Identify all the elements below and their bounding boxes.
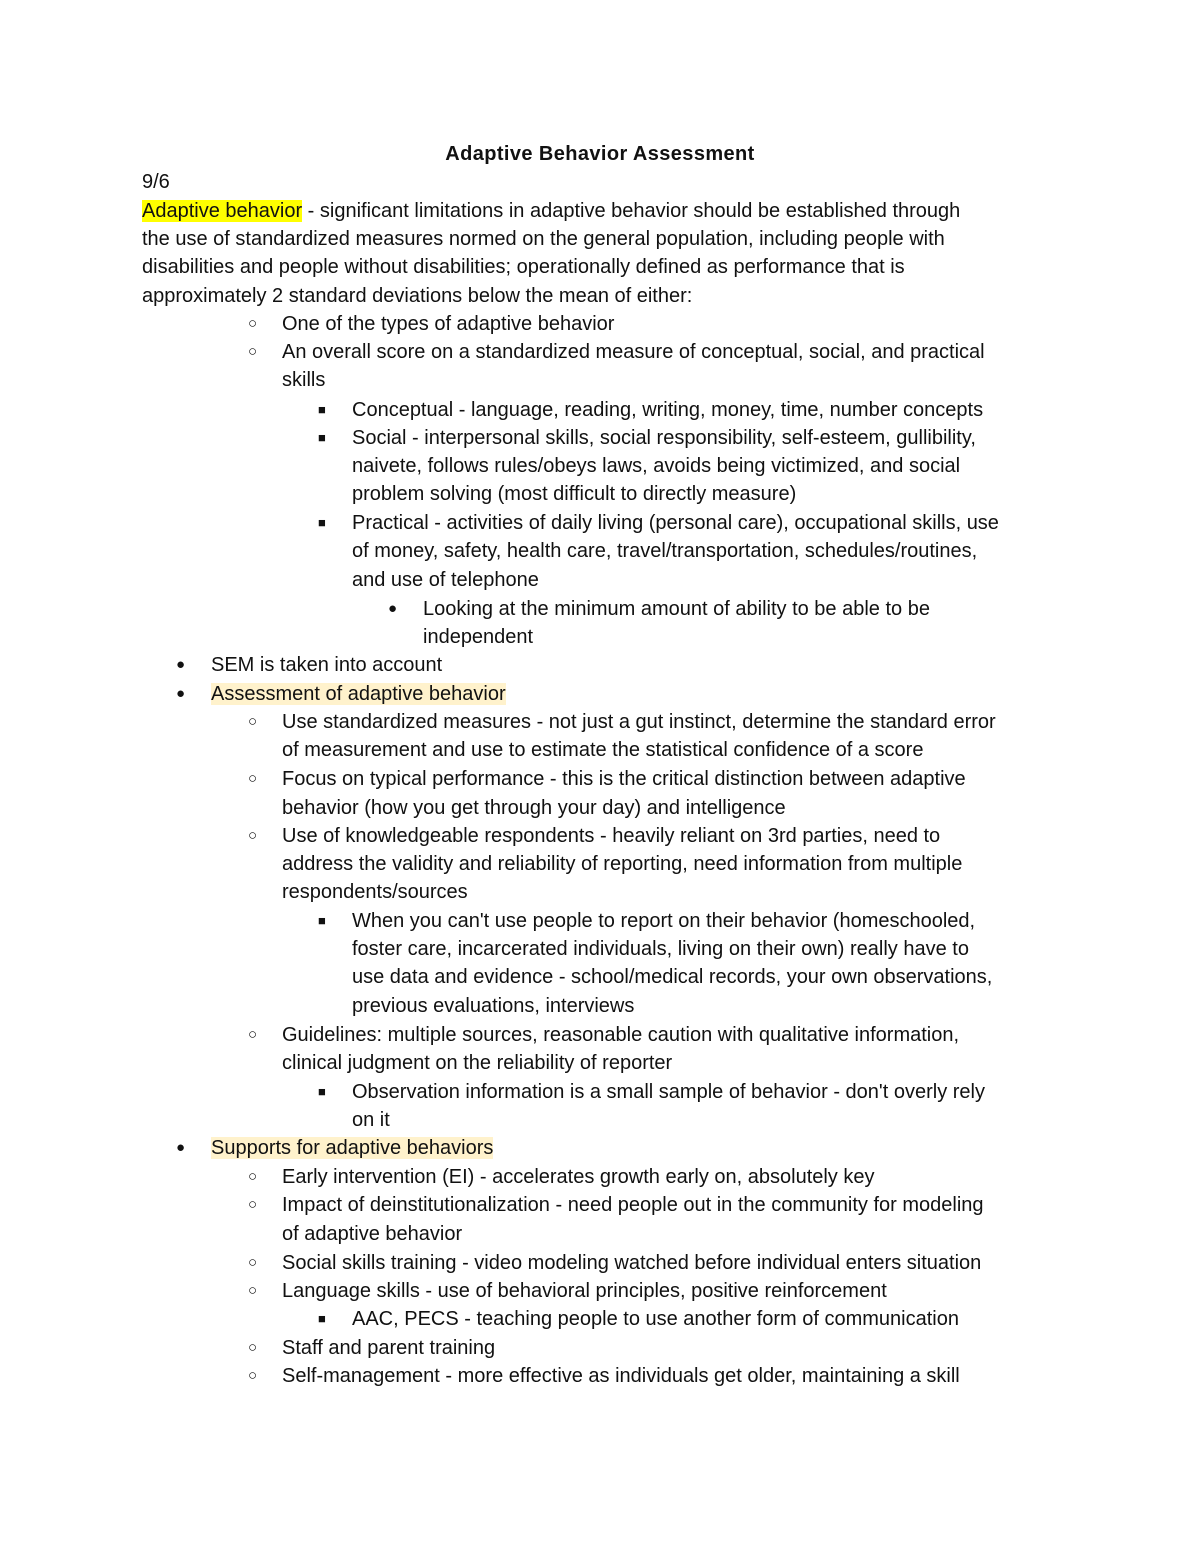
list-item: Social - interpersonal skills, social responsibility, self-esteem, gullibility, <box>352 427 976 449</box>
list-item: SEM is taken into account <box>211 654 443 676</box>
square-bullet-icon: ■ <box>318 913 326 928</box>
list-item-cont: of adaptive behavior <box>282 1223 463 1245</box>
list-item: An overall score on a standardized measure of conceptual, social, and practical <box>282 341 985 363</box>
list-item-cont: independent <box>423 626 534 648</box>
list-item: Conceptual - language, reading, writing, money, time, number concepts <box>352 399 984 421</box>
intro-line-2: the use of standardized measures normed on the general population, including people with <box>142 228 945 250</box>
section-heading-supports: Supports for adaptive behaviors <box>211 1137 494 1159</box>
filled-bullet-icon: ● <box>176 685 186 702</box>
filled-bullet-icon: ● <box>388 600 398 617</box>
list-item-cont: previous evaluations, interviews <box>352 995 635 1017</box>
hollow-bullet-icon: ○ <box>248 315 258 332</box>
list-item: Practical - activities of daily living (personal care), occupational skills, use <box>352 512 999 534</box>
list-item-cont: behavior (how you get through your day) and intelligence <box>282 797 786 819</box>
list-item: Early intervention (EI) - accelerates growth early on, absolutely key <box>282 1166 875 1188</box>
hollow-bullet-icon: ○ <box>248 770 258 787</box>
highlighted-term: Adaptive behavior <box>142 200 303 222</box>
intro-line-1: Adaptive behavior - significant limitations in adaptive behavior should be established through <box>142 200 961 222</box>
hollow-bullet-icon: ○ <box>248 1282 258 1299</box>
list-item-cont: problem solving (most difficult to directly measure) <box>352 483 797 505</box>
list-item-cont: respondents/sources <box>282 881 468 903</box>
intro-line-4: approximately 2 standard deviations below the mean of either: <box>142 285 693 307</box>
list-item-cont: address the validity and reliability of reporting, need information from multiple <box>282 853 963 875</box>
list-item-cont: skills <box>282 369 326 391</box>
square-bullet-icon: ■ <box>318 515 326 530</box>
list-item-cont: foster care, incarcerated individuals, living on their own) really have to <box>352 938 969 960</box>
hollow-bullet-icon: ○ <box>248 1168 258 1185</box>
list-item-cont: naivete, follows rules/obeys laws, avoids being victimized, and social <box>352 455 961 477</box>
list-item: Use of knowledgeable respondents - heavily reliant on 3rd parties, need to <box>282 825 941 847</box>
list-item-cont: of money, safety, health care, travel/transportation, schedules/routines, <box>352 540 978 562</box>
list-item: One of the types of adaptive behavior <box>282 313 615 335</box>
hollow-bullet-icon: ○ <box>248 1254 258 1271</box>
filled-bullet-icon: ● <box>176 1139 186 1156</box>
hollow-bullet-icon: ○ <box>248 1026 258 1043</box>
list-item: Use standardized measures - not just a gut instinct, determine the standard error <box>282 711 996 733</box>
hollow-bullet-icon: ○ <box>248 827 258 844</box>
hollow-bullet-icon: ○ <box>248 1339 258 1356</box>
hollow-bullet-icon: ○ <box>248 1196 258 1213</box>
date-line: 9/6 <box>142 171 170 193</box>
list-item: Observation information is a small sample of behavior - don't overly rely <box>352 1081 985 1103</box>
filled-bullet-icon: ● <box>176 656 186 673</box>
list-item: AAC, PECS - teaching people to use another form of communication <box>352 1308 959 1330</box>
list-item-cont: use data and evidence - school/medical records, your own observations, <box>352 966 993 988</box>
list-item: Impact of deinstitutionalization - need people out in the community for modeling <box>282 1194 984 1216</box>
hollow-bullet-icon: ○ <box>248 1367 258 1384</box>
square-bullet-icon: ■ <box>318 402 326 417</box>
hollow-bullet-icon: ○ <box>248 343 258 360</box>
list-item: Social skills training - video modeling watched before individual enters situation <box>282 1252 982 1274</box>
square-bullet-icon: ■ <box>318 1084 326 1099</box>
list-item: Focus on typical performance - this is the critical distinction between adaptive <box>282 768 966 790</box>
list-item: Language skills - use of behavioral principles, positive reinforcement <box>282 1280 887 1302</box>
list-item-cont: clinical judgment on the reliability of reporter <box>282 1052 673 1074</box>
list-item: Looking at the minimum amount of ability to be able to be <box>423 598 930 620</box>
list-item: Staff and parent training <box>282 1337 496 1359</box>
hollow-bullet-icon: ○ <box>248 713 258 730</box>
square-bullet-icon: ■ <box>318 1311 326 1326</box>
list-item-cont: and use of telephone <box>352 569 539 591</box>
list-item: Guidelines: multiple sources, reasonable caution with qualitative information, <box>282 1024 960 1046</box>
list-item-cont: on it <box>352 1109 390 1131</box>
list-item: Self-management - more effective as individuals get older, maintaining a skill <box>282 1365 960 1387</box>
list-item-cont: of measurement and use to estimate the statistical confidence of a score <box>282 739 924 761</box>
square-bullet-icon: ■ <box>318 430 326 445</box>
page-title: Adaptive Behavior Assessment <box>445 143 755 165</box>
intro-line-3: disabilities and people without disabilities; operationally defined as performance that is <box>142 256 905 278</box>
section-heading-assessment: Assessment of adaptive behavior <box>211 683 506 705</box>
list-item: When you can't use people to report on their behavior (homeschooled, <box>352 910 976 932</box>
